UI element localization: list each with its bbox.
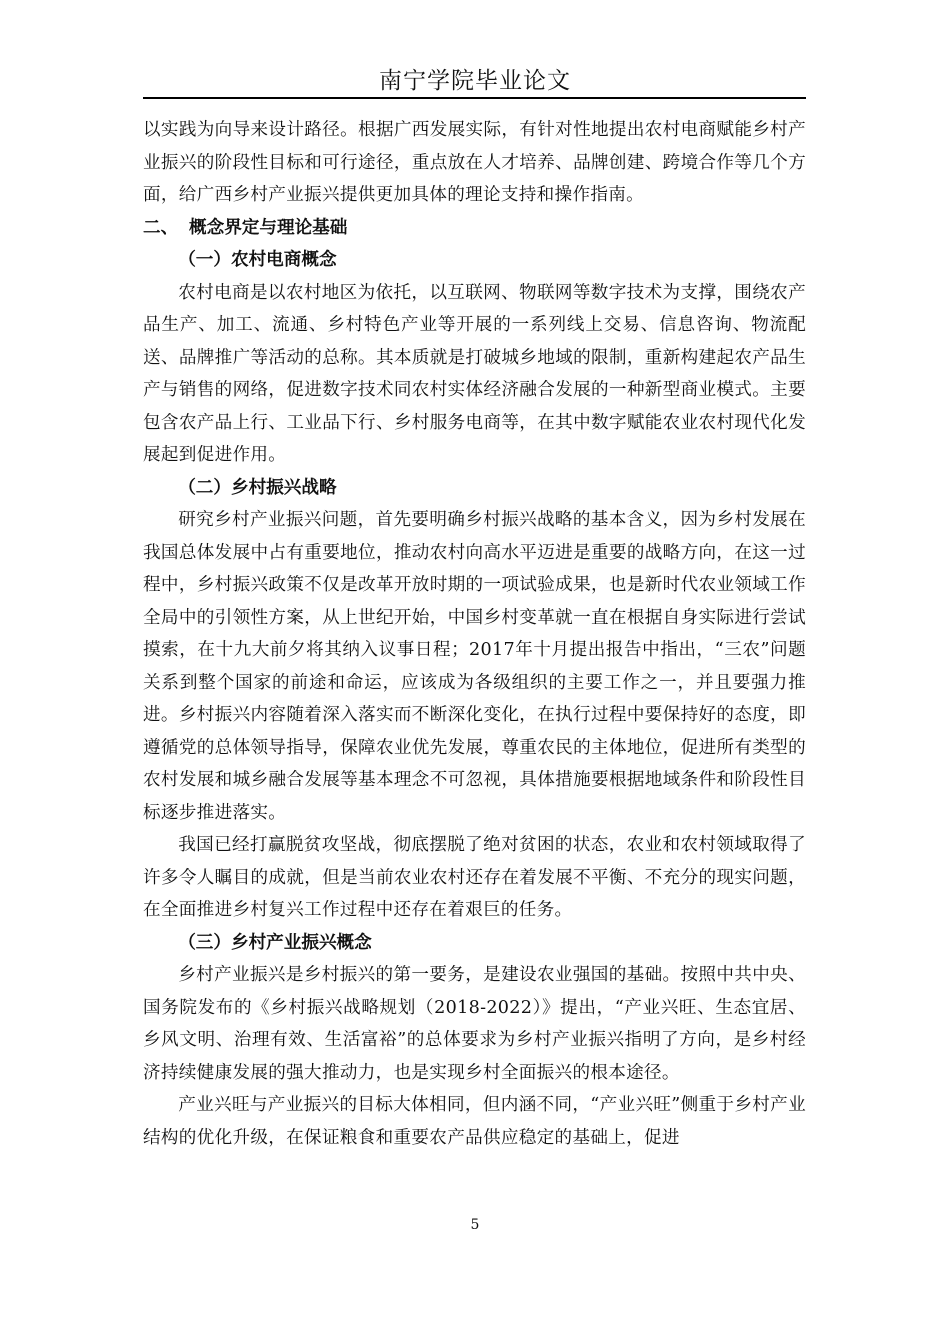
- paragraph: 乡村产业振兴是乡村振兴的第一要务，是建设农业强国的基础。按照中共中央、国务院发布的《乡村振兴战略规划（2018-2022）》提出，“产业兴旺、生态宜居、乡风文明、治理有效、生活富裕”的总体要求为乡村产业振兴指明了方向，是乡村经济持续健康发展的强大推动力，也是实现乡村全面振兴的根本途径。: [143, 965, 806, 1083]
- section-heading-2: [143, 212, 806, 245]
- paragraph: 我国已经打赢脱贫攻坚战，彻底摆脱了绝对贫困的状态，农业和农村领域取得了许多令人瞩目的成就，但是当前农业农村还存在着发展不平衡、不充分的现实问题，在全面推进乡村复兴工作过程中还存在着艰巨的任务。: [143, 835, 806, 920]
- page-number: 5: [470, 1217, 480, 1233]
- document-body: [143, 114, 806, 1154]
- paragraph: 农村电商是以农村地区为依托，以互联网、物联网等数字技术为支撑，围绕农产品生产、加工、流通、乡村特色产业等开展的一系列线上交易、信息咨询、物流配送、品牌推广等活动的总称。其本质就是打破城乡地域的限制，重新构建起农产品生产与销售的网络，促进数字技术同农村实体经济融合发展的一种新型商业模式。主要包含农产品上行、工业品下行、乡村服务电商等，在其中数字赋能农业农村现代化发展起到促进作用。: [143, 282, 806, 465]
- paragraph: 产业兴旺与产业振兴的目标大体相同，但内涵不同，“产业兴旺”侧重于乡村产业结构的优化升级，在保证粮食和重要农产品供应稳定的基础上，促进: [143, 1095, 806, 1148]
- section-title: 概念界定与理论基础: [189, 217, 348, 238]
- subsection-heading-2: （二）乡村振兴战略: [178, 477, 337, 498]
- section-number: 二、: [143, 217, 179, 238]
- paragraph-continued: 以实践为向导来设计路径。根据广西发展实际，有针对性地提出农村电商赋能乡村产业振兴的阶段性目标和可行途径，重点放在人才培养、品牌创建、跨境合作等几个方面，给广西乡村产业振兴提供更加具体的理论支持和操作指南。: [143, 120, 806, 205]
- paragraph: 研究乡村产业振兴问题，首先要明确乡村振兴战略的基本含义，因为乡村发展在我国总体发展中占有重要地位，推动农村向高水平迈进是重要的战略方向，在这一过程中，乡村振兴政策不仅是改革开放时期的一项试验成果，也是新时代农业领域工作全局中的引领性方案，从上世纪开始，中国乡村变革就一直在根据自身实际进行尝试摸索，在十九大前夕将其纳入议事日程；2017年十月提出报告中指出，“三农”问题关系到整个国家的前途和命运，应该成为各级组织的主要工作之一，并且要强力推进。乡村振兴内容随着深入落实而不断深化变化，在执行过程中要保持好的态度，即遵循党的总体领导指导，保障农业优先发展，尊重农民的主体地位，促进所有类型的农村发展和城乡融合发展等基本理念不可忽视，具体措施要根据地域条件和阶段性目标逐步推进落实。: [143, 510, 806, 823]
- page-header-title: 南宁学院毕业论文: [379, 68, 571, 94]
- subsection-heading-1: （一）农村电商概念: [178, 250, 337, 270]
- header-divider: [143, 97, 806, 99]
- subsection-heading-3: （三）乡村产业振兴概念: [178, 932, 372, 953]
